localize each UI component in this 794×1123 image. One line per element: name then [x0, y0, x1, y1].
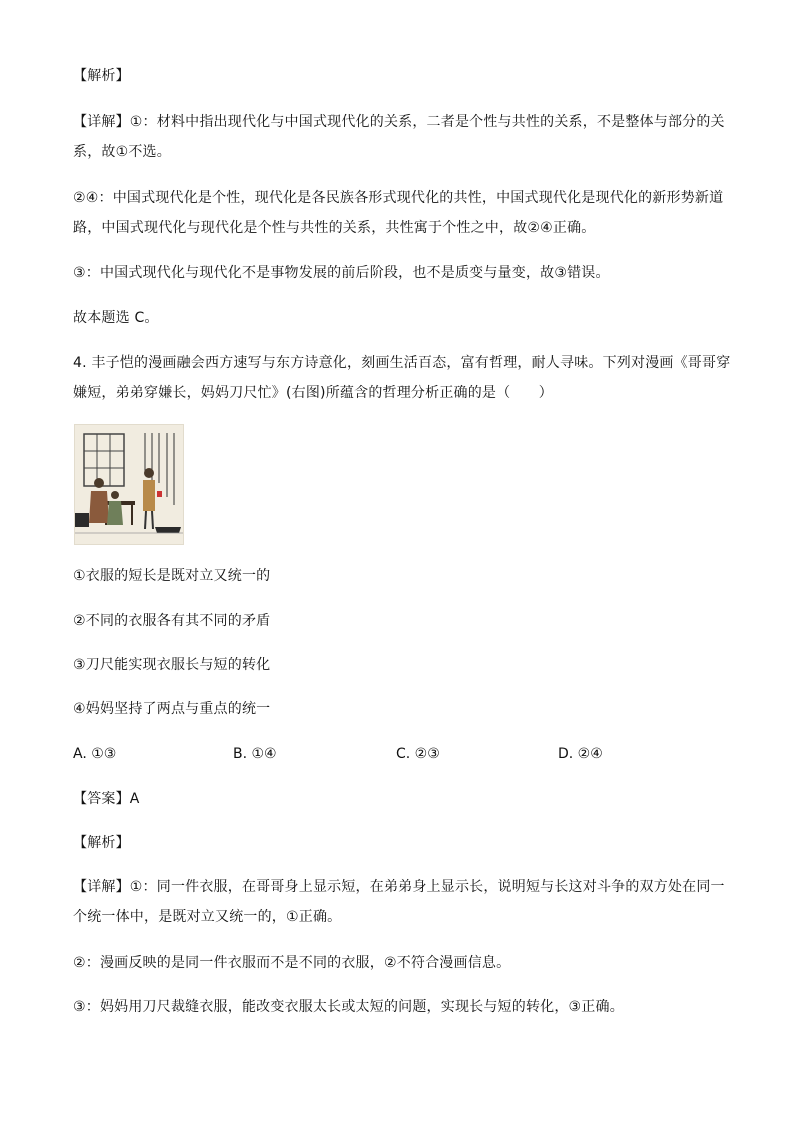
comic-illustration [74, 424, 184, 545]
analysis-heading: 【解析】 [73, 835, 130, 851]
question-stem-line: 4. 丰子恺的漫画融会西方速写与东方诗意化，刻画生活百态，富有哲理，耐人寻味。下列对漫画《哥哥穿 [73, 355, 731, 371]
detail-paragraph-line: 【详解】①：同一件衣服，在哥哥身上显示短，在弟弟身上显示长，说明短与长这对斗争的双方处在同一 [73, 879, 725, 895]
point-3-line: ③：妈妈用刀尺裁缝衣服，能改变衣服太长或太短的问题，实现长与短的转化，③正确。 [73, 999, 624, 1015]
statement-item: ③刀尺能实现衣服长与短的转化 [73, 657, 271, 673]
option-a: A. ①③ [73, 746, 117, 762]
detail-paragraph-line: 个统一体中，是既对立又统一的，①正确。 [73, 909, 342, 925]
detail-paragraph-line: 【详解】①：材料中指出现代化与中国式现代化的关系，二者是个性与共性的关系，不是整体与部分的关 [73, 114, 725, 130]
point-3-line: ③：中国式现代化与现代化不是事物发展的前后阶段，也不是质变与量变，故③错误。 [73, 265, 610, 281]
option-c: C. ②③ [396, 746, 440, 762]
statement-item: ②不同的衣服各有其不同的矛盾 [73, 613, 271, 629]
analysis-heading: 【解析】 [73, 68, 130, 84]
point-24-line: 路，中国式现代化与现代化是个性与共性的关系，共性寓于个性之中，故②④正确。 [73, 220, 596, 236]
conclusion-line: 故本题选 C。 [73, 310, 159, 326]
statement-item: ①衣服的短长是既对立又统一的 [73, 568, 271, 584]
question-stem-line: 嫌短，弟弟穿嫌长，妈妈刀尺忙》(右图)所蕴含的哲理分析正确的是（ ） [73, 385, 553, 401]
detail-paragraph-line: 系，故①不选。 [73, 144, 171, 160]
point-2-line: ②：漫画反映的是同一件衣服而不是不同的衣服，②不符合漫画信息。 [73, 955, 511, 971]
statement-item: ④妈妈坚持了两点与重点的统一 [73, 701, 271, 717]
option-d: D. ②④ [558, 746, 603, 762]
option-b: B. ①④ [233, 746, 277, 762]
answer-line: 【答案】A [73, 791, 140, 807]
point-24-line: ②④：中国式现代化是个性，现代化是各民族各形式现代化的共性，中国式现代化是现代化的新形势新道 [73, 190, 724, 206]
